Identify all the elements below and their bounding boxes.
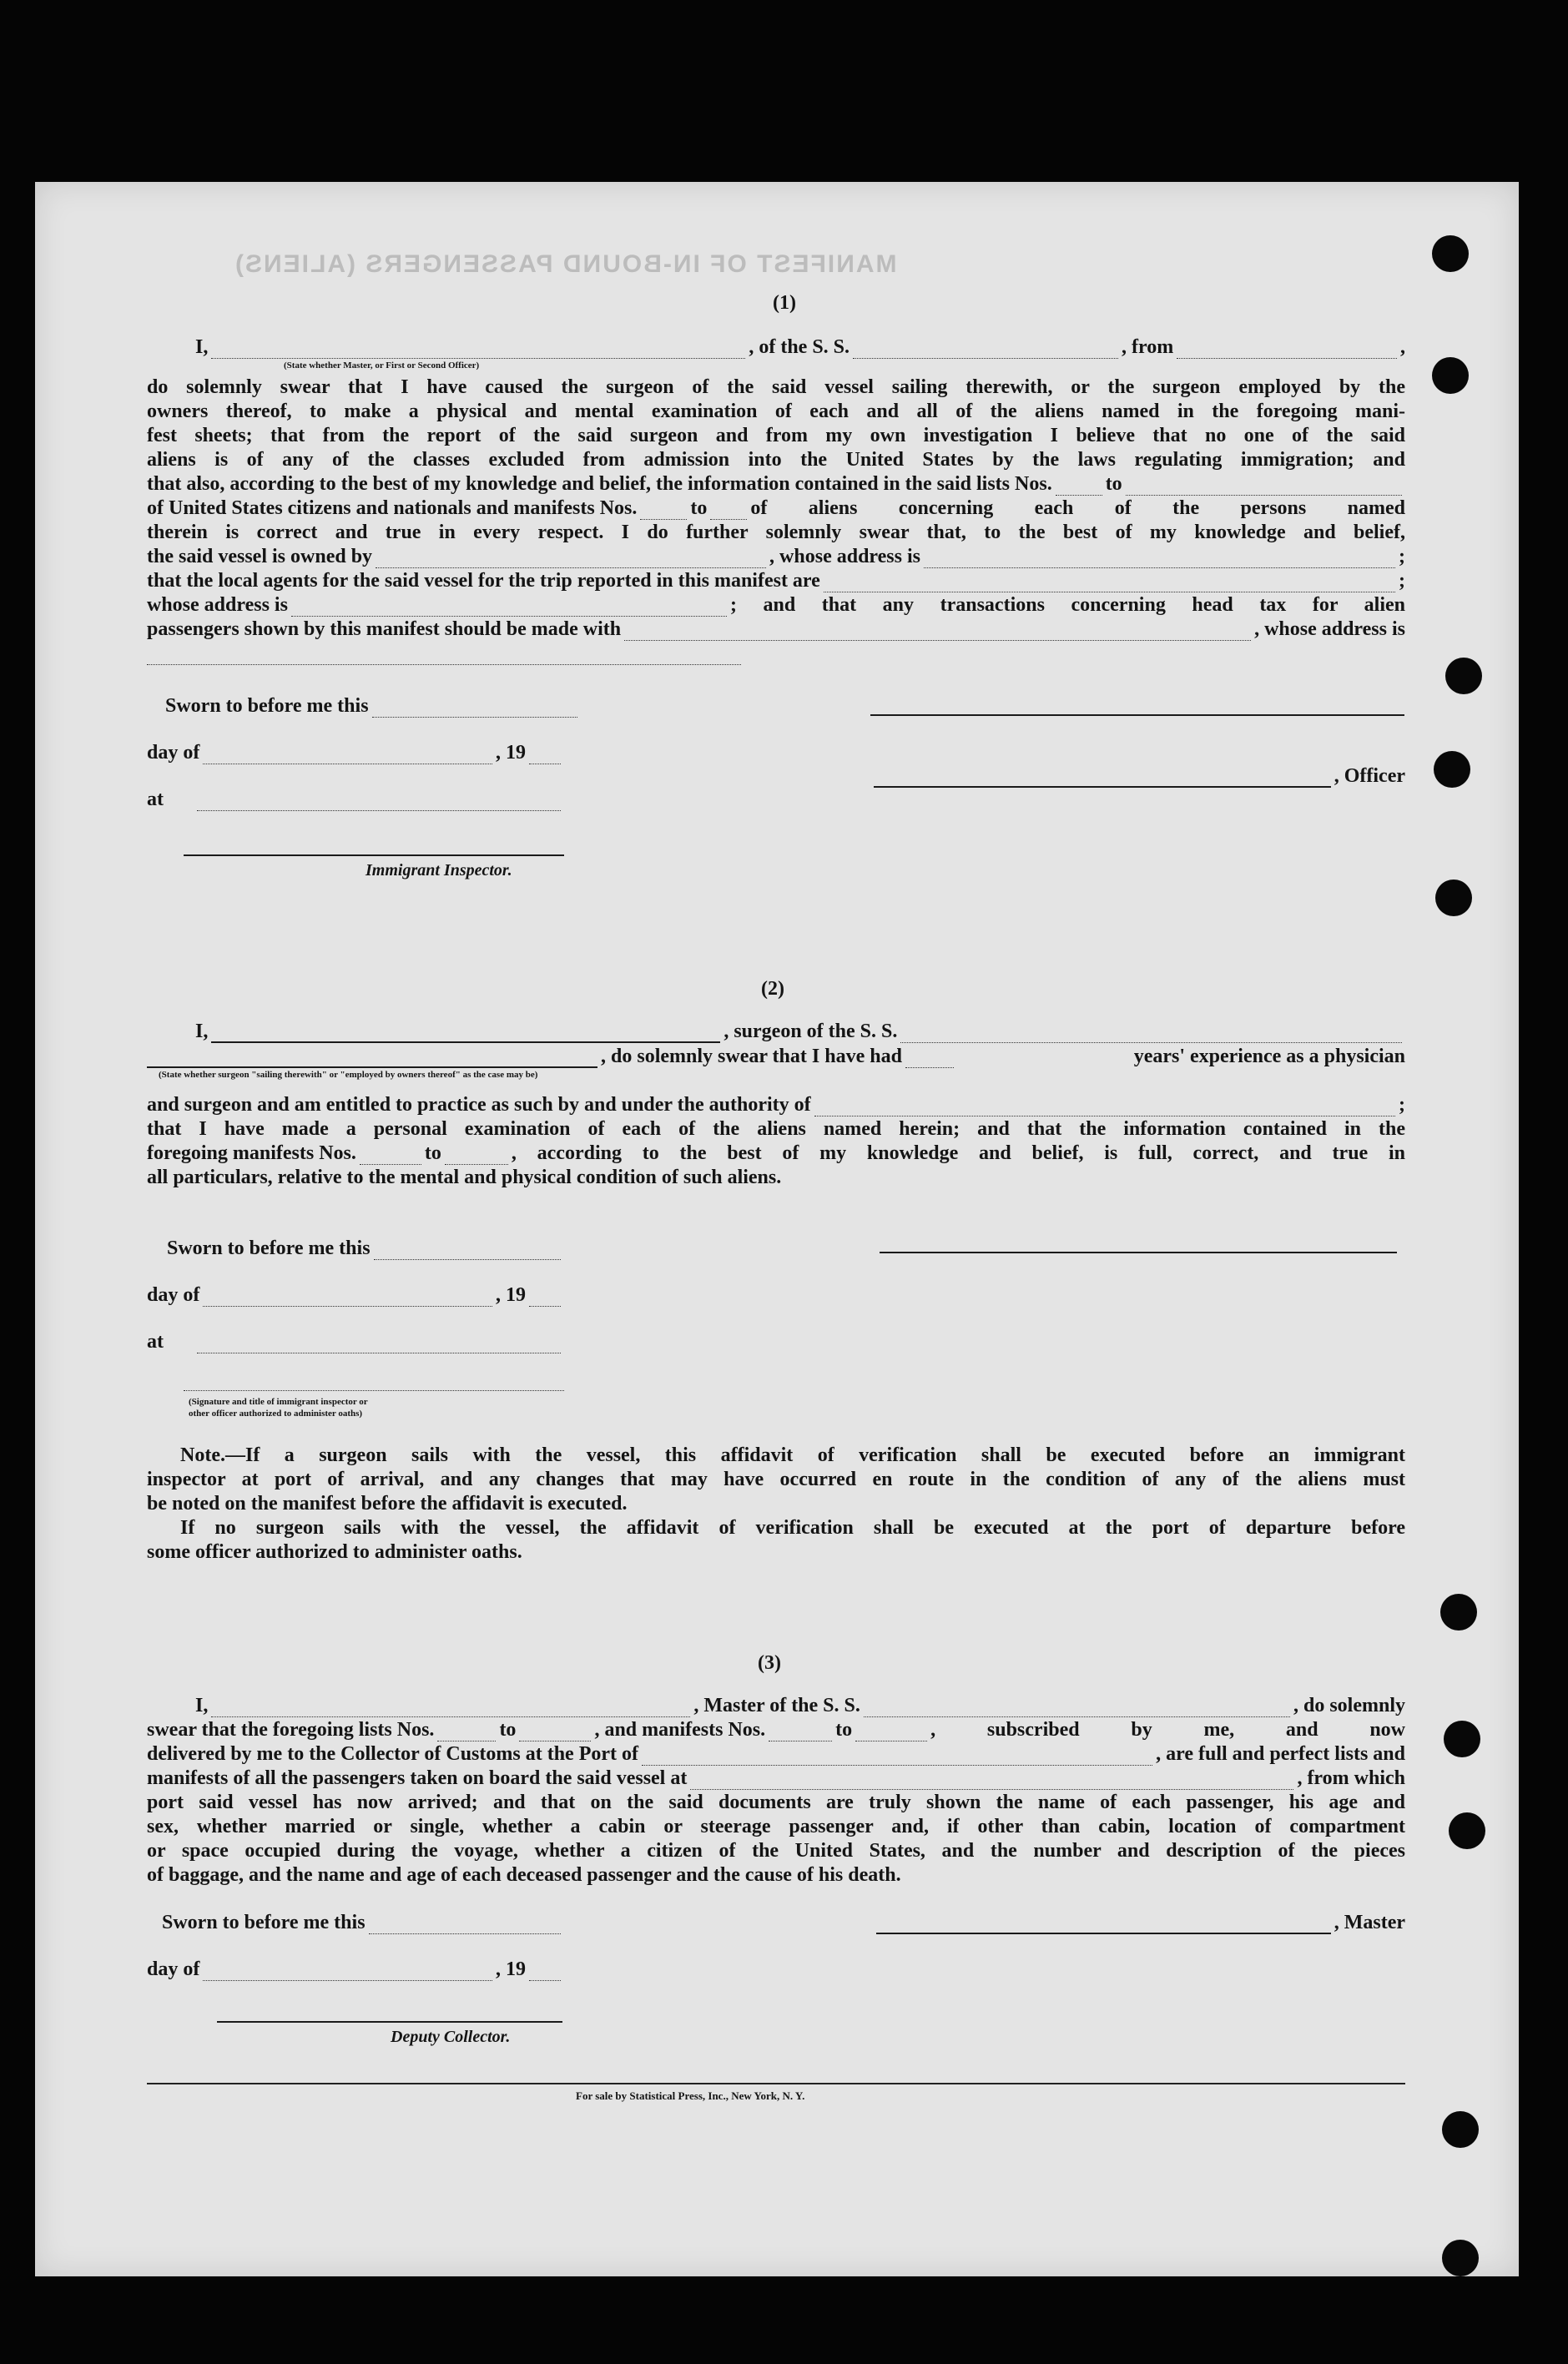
- bleed-through-header: MANIFEST OF IN-BOUND PASSENGERS (ALIENS): [234, 250, 897, 278]
- punch-hole: [1440, 1594, 1477, 1631]
- section-1-number: (1): [773, 292, 796, 314]
- punch-hole: [1444, 1721, 1480, 1757]
- s2-line-2: , do solemnly swear that I have had years' experience as a physician: [147, 1045, 1405, 1068]
- s2-hint: (State whether surgeon "sailing therewith" or "employed by owners thereof" as the case may be): [159, 1070, 538, 1080]
- s1-officer-sign-field[interactable]: [874, 773, 1331, 788]
- s3-ship-field[interactable]: [864, 1703, 1290, 1717]
- s3-lists-to-field[interactable]: [519, 1727, 591, 1741]
- s3-day-line: day of , 19: [147, 1958, 564, 1981]
- s1-line-4: fest sheets; that from the report of the said surgeon and from my own investigation I believe that no one of the said: [147, 425, 1405, 446]
- s1-inspector-signature-line[interactable]: [184, 854, 564, 856]
- s1-lists-from-field[interactable]: [1056, 481, 1102, 496]
- s1-year-field[interactable]: [529, 750, 561, 764]
- s1-headtax-field[interactable]: [624, 627, 1251, 641]
- s3-port-field[interactable]: [642, 1752, 1152, 1766]
- s2-line-6: all particulars, relative to the mental and physical condition of such aliens.: [147, 1167, 782, 1188]
- s3-line-8: of baggage, and the name and age of each deceased passenger and the cause of his death.: [147, 1864, 901, 1886]
- punch-hole: [1432, 235, 1469, 272]
- s3-line-6: sex, whether married or single, whether a cabin or steerage passenger and, if other than cabin, location of compartment: [147, 1816, 1405, 1837]
- s2-manifest-to-field[interactable]: [445, 1151, 508, 1165]
- s3-year-field[interactable]: [529, 1967, 561, 1981]
- s1-line-8: therein is correct and true in every respect. I do further solemnly swear that, to the best of my knowledge and belief,: [147, 522, 1405, 543]
- s1-line-2: do solemnly swear that I have caused the surgeon of the said vessel sailing therewith, or the surgeon employed by the: [147, 376, 1405, 398]
- s1-day-line: day of , 19: [147, 741, 564, 764]
- s1-owner-field[interactable]: [376, 554, 766, 568]
- section-2-number: (2): [761, 978, 784, 1000]
- s2-manifest-from-field[interactable]: [360, 1151, 421, 1165]
- punch-hole: [1442, 2240, 1479, 2276]
- s1-sworn-field[interactable]: [372, 703, 577, 718]
- s2-line-4: that I have made a personal examination of each of the aliens named herein; and that the information contained in the: [147, 1118, 1405, 1140]
- s1-signature-line[interactable]: [870, 714, 1404, 716]
- s1-inspector-label: Immigrant Inspector.: [366, 861, 512, 880]
- s1-ship-field[interactable]: [853, 345, 1118, 359]
- s1-agents-address-field[interactable]: [291, 602, 727, 617]
- s1-line-5: aliens is of any of the classes excluded from admission into the United States by the laws regulating immigration; and: [147, 449, 1405, 471]
- s1-lists-to-field[interactable]: [1126, 481, 1402, 496]
- s1-line-7: of United States citizens and nationals and manifests Nos. to of aliens concerning each of the persons named: [147, 497, 1405, 519]
- s1-line-6: that also, according to the best of my knowledge and belief, the information contained in the said lists Nos. to: [147, 472, 1405, 496]
- s1-at-line: at: [147, 788, 564, 811]
- s3-deputy-label: Deputy Collector.: [391, 2028, 511, 2046]
- s1-line-12: passengers shown by this manifest should be made with , whose address is: [147, 618, 1405, 640]
- s2-year-field[interactable]: [529, 1293, 561, 1307]
- punch-hole: [1435, 880, 1472, 916]
- s3-manifests-from-field[interactable]: [769, 1727, 832, 1741]
- s2-sworn-field[interactable]: [374, 1246, 561, 1260]
- s1-i: I,: [195, 336, 209, 358]
- s3-line-1: I, , Master of the S. S. , do solemnly: [195, 1695, 1405, 1716]
- s3-line-2: swear that the foregoing lists Nos. to , and manifests Nos. to , subscribed by me, and now: [147, 1719, 1405, 1741]
- s1-day-field[interactable]: [203, 750, 492, 764]
- s1-headtax-address-field[interactable]: [147, 664, 741, 665]
- s3-master-sign-field[interactable]: [876, 1919, 1331, 1934]
- s1-at-field[interactable]: [197, 797, 561, 811]
- s3-sworn-line: Sworn to before me this: [147, 1911, 564, 1934]
- s2-sig-caption-1: (Signature and title of immigrant inspector or: [189, 1397, 368, 1407]
- s2-day-line: day of , 19: [147, 1283, 564, 1307]
- s1-line-9: the said vessel is owned by , whose address is ;: [147, 546, 1405, 567]
- s1-line-11: whose address is ; and that any transactions concerning head tax for alien: [147, 594, 1405, 616]
- s2-note-5: some officer authorized to administer oaths.: [147, 1541, 522, 1563]
- s2-line-1: I, , surgeon of the S. S.: [147, 1020, 1405, 1043]
- s2-at-line: at: [147, 1330, 564, 1353]
- s2-signature-line[interactable]: [880, 1252, 1397, 1253]
- s1-manifest-to-field[interactable]: [710, 506, 747, 520]
- s2-name-field[interactable]: [211, 1028, 720, 1043]
- s2-note-2: inspector at port of arrival, and any changes that may have occurred en route in the condition of any of the aliens must: [147, 1469, 1405, 1490]
- s1-owner-address-field[interactable]: [924, 554, 1395, 568]
- s1-officer-field[interactable]: [211, 345, 745, 359]
- s2-authority-field[interactable]: [814, 1102, 1395, 1116]
- s3-line-5: port said vessel has now arrived; and that on the said documents are truly shown the name of each passenger, his age and: [147, 1792, 1405, 1813]
- punch-hole: [1445, 658, 1482, 694]
- footer-imprint: For sale by Statistical Press, Inc., New York, N. Y.: [576, 2089, 805, 2102]
- s1-line-3: owners thereof, to make a physical and mental examination of each and all of the aliens named in the foregoing mani-: [147, 401, 1405, 422]
- s2-ship-field[interactable]: [900, 1029, 1402, 1043]
- s2-at-field[interactable]: [197, 1339, 561, 1353]
- s3-line-3: delivered by me to the Collector of Customs at the Port of , are full and perfect lists and: [147, 1743, 1405, 1765]
- s2-sworn-line: Sworn to before me this: [147, 1237, 564, 1260]
- punch-hole: [1434, 751, 1470, 788]
- s2-note-1: Note.—If a surgeon sails with the vessel, this affidavit of verification shall be executed before an immigrant: [180, 1444, 1405, 1466]
- s1-from-field[interactable]: [1177, 345, 1397, 359]
- s3-line-4: manifests of all the passengers taken on board the said vessel at , from which: [147, 1767, 1405, 1789]
- s2-line-5: foregoing manifests Nos. to , according to the best of my knowledge and belief, is full, correct, and true in: [147, 1142, 1405, 1164]
- s2-years-field[interactable]: [905, 1054, 954, 1068]
- punch-hole: [1442, 2111, 1479, 2148]
- s3-lists-from-field[interactable]: [437, 1727, 496, 1741]
- s2-inspector-signature-line[interactable]: [184, 1390, 564, 1391]
- s1-hint: (State whether Master, or First or Second Officer): [284, 360, 480, 370]
- s2-sig-caption-2: other officer authorized to administer oaths): [189, 1409, 363, 1419]
- s3-origin-port-field[interactable]: [690, 1776, 1293, 1790]
- s3-name-field[interactable]: [211, 1703, 690, 1717]
- s1-sworn-line: Sworn to before me this: [147, 694, 581, 718]
- s3-sworn-field[interactable]: [369, 1920, 561, 1934]
- s2-line-3: and surgeon and am entitled to practice as such by and under the authority of ;: [147, 1094, 1405, 1116]
- s2-note-4: If no surgeon sails with the vessel, the affidavit of verification shall be executed at the port of departure before: [180, 1517, 1405, 1539]
- s3-manifests-to-field[interactable]: [855, 1727, 927, 1741]
- s1-line-1: I, , of the S. S. , from ,: [195, 336, 1405, 358]
- s1-line-10: that the local agents for the said vessel for the trip reported in this manifest are ;: [147, 570, 1405, 592]
- s3-day-field[interactable]: [203, 1967, 492, 1981]
- punch-hole: [1449, 1812, 1485, 1849]
- s2-note-3: be noted on the manifest before the affidavit is executed.: [147, 1493, 628, 1515]
- s3-deputy-signature-line[interactable]: [217, 2021, 562, 2023]
- footer-rule: [147, 2083, 1405, 2084]
- section-3-number: (3): [758, 1652, 781, 1674]
- s2-capacity-field[interactable]: [147, 1053, 597, 1068]
- punch-hole: [1432, 357, 1469, 394]
- s3-line-7: or space occupied during the voyage, whether a citizen of the United States, and the number and description of the pieces: [147, 1840, 1405, 1862]
- s1-officer-line: , Officer: [870, 764, 1405, 788]
- s1-manifest-from-field[interactable]: [640, 506, 687, 520]
- s3-master-line: , Master: [873, 1911, 1405, 1934]
- s2-day-field[interactable]: [203, 1293, 492, 1307]
- s1-agents-field[interactable]: [824, 578, 1395, 592]
